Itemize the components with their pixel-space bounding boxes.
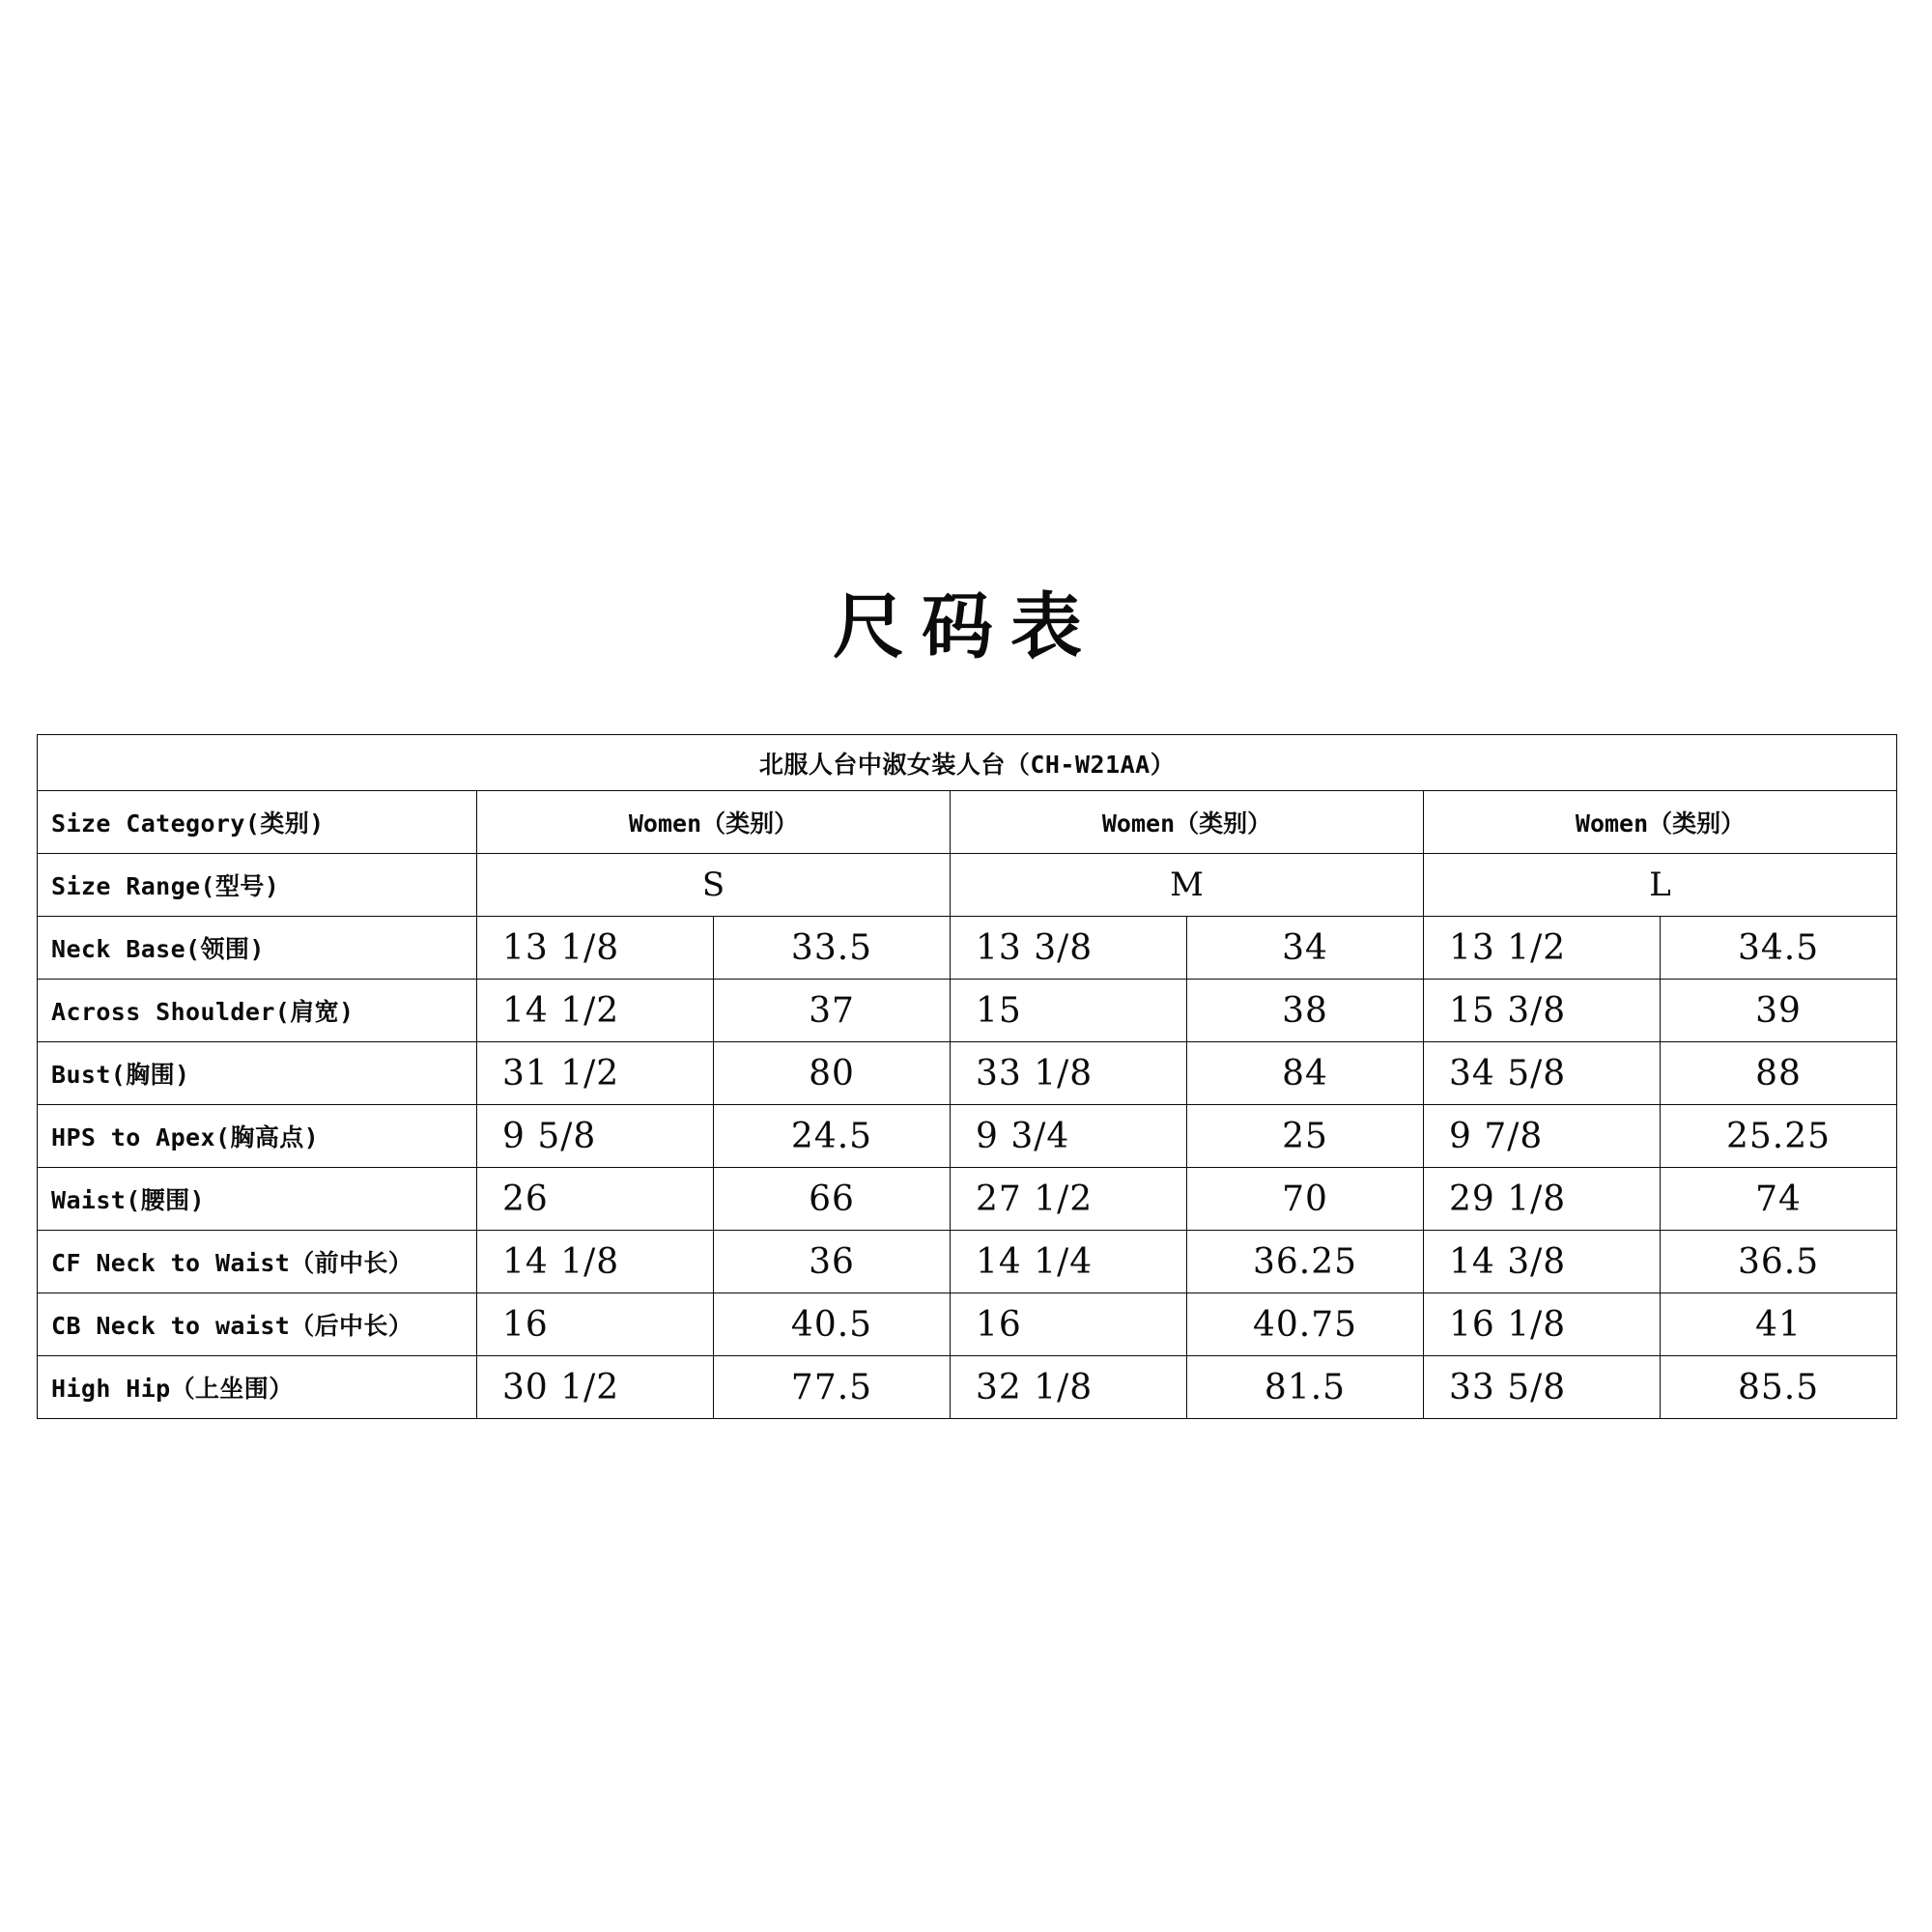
measurement-value: 37 — [714, 980, 951, 1042]
measurement-value: 31 1/2 — [477, 1042, 714, 1105]
measurement-value: 25 — [1187, 1105, 1424, 1168]
measurement-value: 85.5 — [1661, 1356, 1897, 1419]
measurement-value: 13 1/2 — [1424, 917, 1661, 980]
measurement-label: CF Neck to Waist（前中长） — [38, 1231, 477, 1293]
measurement-value: 70 — [1187, 1168, 1424, 1231]
measurement-value: 40.5 — [714, 1293, 951, 1356]
measurement-value: 16 1/8 — [1424, 1293, 1661, 1356]
measurement-value: 33.5 — [714, 917, 951, 980]
measurement-label: HPS to Apex(胸高点) — [38, 1105, 477, 1168]
measurement-label: High Hip（上坐围） — [38, 1356, 477, 1419]
measurement-value: 14 1/8 — [477, 1231, 714, 1293]
measurement-value: 77.5 — [714, 1356, 951, 1419]
measurement-value: 36 — [714, 1231, 951, 1293]
measurement-label: CB Neck to waist（后中长） — [38, 1293, 477, 1356]
measurement-value: 40.75 — [1187, 1293, 1424, 1356]
table-row — [38, 1293, 1897, 1356]
measurement-value: 26 — [477, 1168, 714, 1231]
measurement-value: 34.5 — [1661, 917, 1897, 980]
measurement-value: 32 1/8 — [951, 1356, 1187, 1419]
measurement-value: 9 5/8 — [477, 1105, 714, 1168]
measurement-value: 39 — [1661, 980, 1897, 1042]
size-range-s: S — [477, 854, 951, 917]
measurement-value: 9 3/4 — [951, 1105, 1187, 1168]
measurement-value: 14 1/2 — [477, 980, 714, 1042]
measurement-value: 34 — [1187, 917, 1424, 980]
measurement-label: Across Shoulder(肩宽) — [38, 980, 477, 1042]
size-chart-container — [37, 734, 1896, 1419]
table-row — [38, 1042, 1897, 1105]
page-title: 尺码表 — [833, 585, 1099, 668]
measurement-value: 16 — [951, 1293, 1187, 1356]
measurement-value: 13 1/8 — [477, 917, 714, 980]
measurement-value: 29 1/8 — [1424, 1168, 1661, 1231]
measurement-value: 41 — [1661, 1293, 1897, 1356]
measurement-label: Waist(腰围) — [38, 1168, 477, 1231]
measurement-value: 33 1/8 — [951, 1042, 1187, 1105]
table-row — [38, 917, 1897, 980]
measurement-value: 38 — [1187, 980, 1424, 1042]
measurement-value: 80 — [714, 1042, 951, 1105]
row-label-size-range: Size Range(型号) — [38, 854, 477, 917]
measurement-value: 25.25 — [1661, 1105, 1897, 1168]
measurement-value: 84 — [1187, 1042, 1424, 1105]
measurement-value: 36.5 — [1661, 1231, 1897, 1293]
measurement-value: 81.5 — [1187, 1356, 1424, 1419]
measurement-value: 15 3/8 — [1424, 980, 1661, 1042]
table-row — [38, 1168, 1897, 1231]
measurement-value: 36.25 — [1187, 1231, 1424, 1293]
measurement-value: 15 — [951, 980, 1187, 1042]
measurement-value: 30 1/2 — [477, 1356, 714, 1419]
table-row-size-range — [38, 854, 1897, 917]
measurement-value: 16 — [477, 1293, 714, 1356]
measurement-value: 33 5/8 — [1424, 1356, 1661, 1419]
table-row — [38, 1356, 1897, 1419]
size-range-l: L — [1424, 854, 1897, 917]
table-row — [38, 980, 1897, 1042]
measurement-value: 34 5/8 — [1424, 1042, 1661, 1105]
measurement-value: 24.5 — [714, 1105, 951, 1168]
size-category-s: Women（类别） — [477, 791, 951, 854]
measurement-label: Bust(胸围) — [38, 1042, 477, 1105]
measurement-value: 88 — [1661, 1042, 1897, 1105]
size-category-m: Women（类别） — [951, 791, 1424, 854]
table-header-row — [38, 735, 1897, 791]
measurement-value: 13 3/8 — [951, 917, 1187, 980]
measurement-value: 66 — [714, 1168, 951, 1231]
measurement-value: 14 1/4 — [951, 1231, 1187, 1293]
measurement-value: 74 — [1661, 1168, 1897, 1231]
size-chart-table — [37, 734, 1897, 1419]
row-label-size-category: Size Category(类别) — [38, 791, 477, 854]
measurement-value: 14 3/8 — [1424, 1231, 1661, 1293]
measurement-value: 27 1/2 — [951, 1168, 1187, 1231]
table-title-cell: 北服人台中淑女装人台（CH-W21AA） — [38, 735, 1897, 791]
table-row — [38, 1231, 1897, 1293]
table-row-size-category — [38, 791, 1897, 854]
measurement-value: 9 7/8 — [1424, 1105, 1661, 1168]
table-row — [38, 1105, 1897, 1168]
measurement-label: Neck Base(领围) — [38, 917, 477, 980]
size-category-l: Women（类别） — [1424, 791, 1897, 854]
size-range-m: M — [951, 854, 1424, 917]
